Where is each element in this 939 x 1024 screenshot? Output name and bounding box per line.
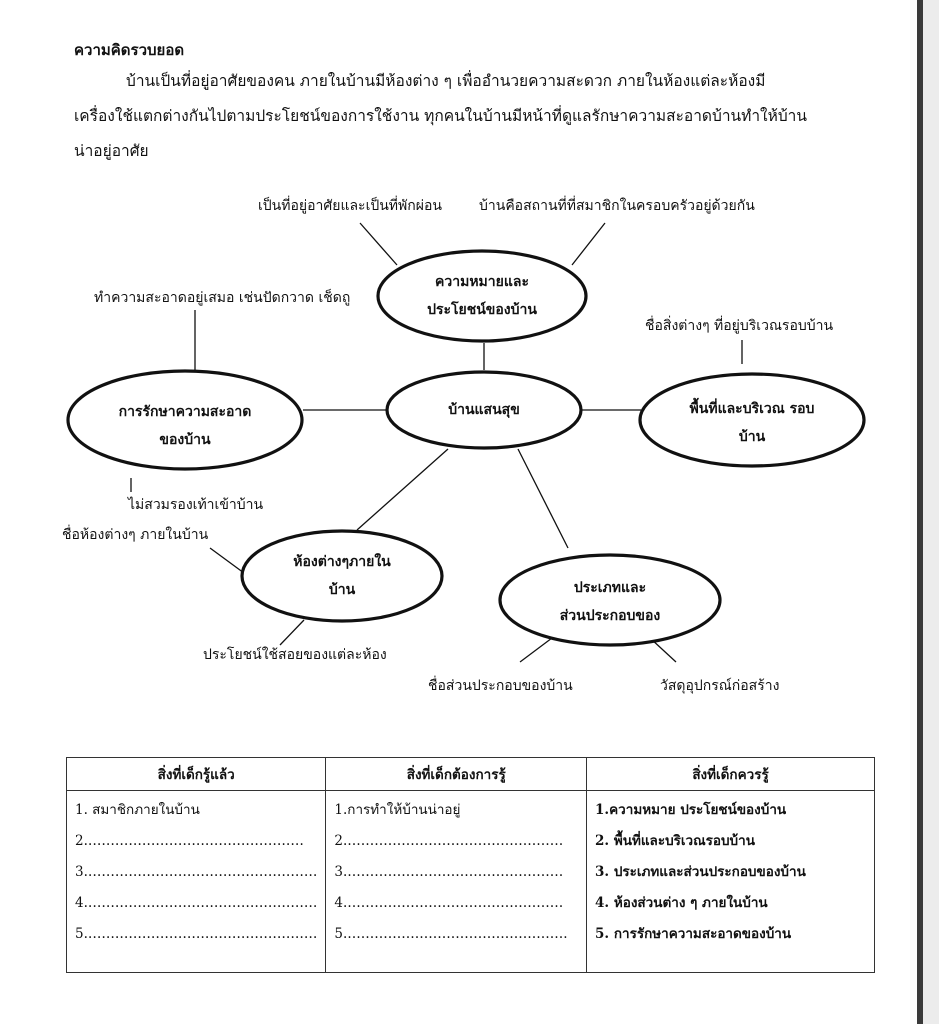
label-no-shoes: ไม่สวมรองเท้าเข้าบ้าน [128, 497, 264, 513]
paragraph-line-1: บ้านเป็นที่อยู่อาศัยของคน ภายในบ้านมีห้องต่าง ๆ เพื่ออำนวยความสะดวก ภายในห้องแต่ละห้องมี [126, 72, 766, 90]
list-item: 3.…………………………………………… [75, 864, 318, 880]
node-cleaning-line1: การรักษาความสะอาด [118, 404, 252, 420]
node-center-label: บ้านแสนสุข [448, 402, 520, 418]
label-room-names: ชื่อห้องต่างๆ ภายในบ้าน [62, 527, 209, 543]
label-family: บ้านคือสถานที่ที่สมาชิกในครอบครัวอยู่ด้วยกัน [479, 198, 755, 214]
list-item: 4.…………………………………………… [75, 895, 318, 911]
list-item: 4. ห้องส่วนต่าง ๆ ภายในบ้าน [595, 895, 768, 911]
label-surround-names: ชื่อสิ่งต่างๆ ที่อยู่บริเวณรอบบ้าน [645, 318, 834, 334]
list-item: 5.…………………………………………… [75, 926, 318, 942]
list-item: 1.การทำให้บ้านน่าอยู่ [334, 802, 461, 818]
connector-rooms-use [280, 620, 304, 645]
connector-center-rooms [357, 449, 448, 530]
connector-meaning-family [572, 223, 605, 265]
connector-types-parts [520, 638, 552, 662]
node-meaning [392, 268, 572, 324]
node-area [662, 395, 842, 451]
label-part-names: ชื่อส่วนประกอบของบ้าน [428, 678, 573, 694]
list-item: 3. ประเภทและส่วนประกอบของบ้าน [595, 864, 806, 880]
label-shelter: เป็นที่อยู่อาศัยและเป็นที่พักผ่อน [258, 198, 442, 214]
label-room-use: ประโยชน์ใช้สอยของแต่ละห้อง [203, 647, 387, 663]
list-item: 4.………………………………………… [334, 895, 564, 911]
list-item: 5. การรักษาความสะอาดของบ้าน [595, 926, 792, 942]
list-item: 2.………………………………………… [334, 833, 564, 849]
list-item: 3.………………………………………… [334, 864, 564, 880]
node-rooms [262, 548, 422, 604]
node-cleaning [85, 398, 285, 454]
table-row [67, 791, 875, 973]
column-should [587, 791, 875, 973]
node-types-line1: ประเภทและ [573, 580, 647, 596]
column-want [326, 791, 587, 973]
kwl-table [66, 757, 875, 973]
connector-meaning-shelter [360, 223, 397, 265]
paragraph-line-3: น่าอยู่อาศัย [74, 142, 149, 160]
connector-rooms-names [210, 548, 244, 573]
connector-center-types [518, 449, 568, 548]
node-cleaning-line2: ของบ้าน [159, 432, 211, 448]
node-center [404, 396, 564, 424]
node-area-line2: บ้าน [738, 429, 766, 445]
table-header-row [67, 758, 875, 791]
list-item: 2.………………………………………… [75, 833, 304, 849]
list-item: 1. สมาชิกภายในบ้าน [75, 802, 200, 818]
list-item: 2. พื้นที่และบริเวณรอบบ้าน [595, 833, 755, 849]
header-want: สิ่งที่เด็กต้องการรู้ [326, 758, 587, 791]
list-item: 5.…………………………………………. [334, 926, 568, 942]
node-types-line2: ส่วนประกอบของ [559, 608, 661, 624]
paragraph-line-2: เครื่องใช้แตกต่างกันไปตามประโยชน์ของการใช้งาน ทุกคนในบ้านมีหน้าที่ดูแลรักษาความสะอาดบ้านทำให้บ้าน [74, 107, 807, 125]
node-meaning-line2: ประโยชน์ของบ้าน [427, 302, 537, 318]
label-materials: วัสดุอุปกรณ์ก่อสร้าง [660, 678, 780, 694]
list-item: 1.ความหมาย ประโยชน์ของบ้าน [595, 802, 787, 818]
node-rooms-line1: ห้องต่างๆภายใน [293, 554, 391, 570]
node-rooms-line2: บ้าน [328, 582, 356, 598]
node-area-line1: พื้นที่และบริเวณ รอบ [689, 401, 815, 417]
label-clean-always: ทำความสะอาดอยู่เสมอ เช่นปัดกวาด เช็ดถู [94, 290, 351, 306]
header-should: สิ่งที่เด็กควรรู้ [587, 758, 875, 791]
section-heading: ความคิดรวบยอด [74, 41, 185, 59]
column-known [67, 791, 326, 973]
header-known: สิ่งที่เด็กรู้แล้ว [67, 758, 326, 791]
node-types [520, 574, 700, 626]
node-meaning-line1: ความหมายและ [435, 274, 529, 290]
